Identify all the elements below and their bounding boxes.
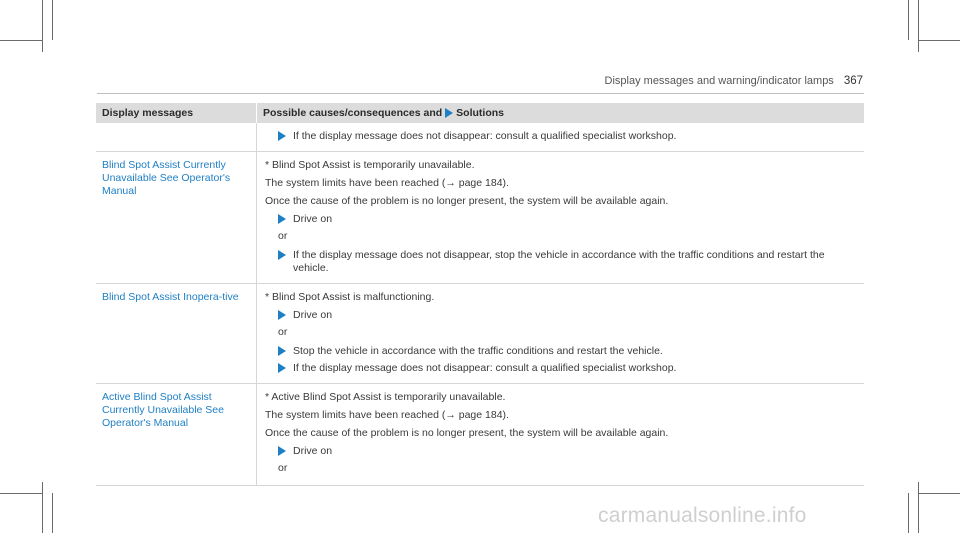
solution-step-text: Drive on <box>293 445 333 457</box>
solution-step-text: Drive on <box>293 309 333 321</box>
crop-mark <box>42 482 43 533</box>
cause-text: The system limits have been reached (→ page 184). <box>265 177 509 189</box>
header-title: Display messages and warning/indicator lamps <box>604 75 834 87</box>
causes-cell <box>257 152 864 283</box>
crop-mark <box>918 0 919 52</box>
cause-bullet: * Active Blind Spot Assist is temporarily unavailable. <box>265 391 506 403</box>
crop-mark <box>918 40 960 41</box>
solution-step-text: If the display message does not disappear: consult a qualified specialist workshop. <box>293 130 677 142</box>
crop-mark <box>52 493 53 533</box>
solution-step <box>265 309 858 322</box>
or-separator: or <box>278 462 288 474</box>
table-row <box>96 123 864 152</box>
watermark: carmanualsonline.info <box>598 504 807 527</box>
column-header-messages: Display messages <box>96 103 257 123</box>
table-header <box>96 103 864 123</box>
header-divider <box>97 93 864 94</box>
cause-text: Once the cause of the problem is no longer present, the system will be available again. <box>265 195 669 207</box>
table-row <box>96 384 864 486</box>
solution-step <box>265 362 858 375</box>
action-arrow-icon <box>278 214 286 224</box>
action-arrow-icon <box>278 346 286 356</box>
message-cell: Blind Spot Assist Inopera-tive <box>96 284 257 383</box>
page-header <box>605 75 863 87</box>
crop-mark <box>0 40 42 41</box>
column-header-causes <box>257 103 864 123</box>
action-arrow-icon <box>278 131 286 141</box>
causes-cell <box>257 384 864 485</box>
crop-mark <box>42 0 43 52</box>
causes-cell <box>257 123 864 151</box>
solution-step <box>265 345 858 358</box>
table-body <box>96 123 864 486</box>
message-cell: Blind Spot Assist Currently Unavailable See Operator's Manual <box>96 152 257 283</box>
page-number: 367 <box>843 75 863 87</box>
crop-mark <box>52 0 53 40</box>
action-arrow-icon <box>278 250 286 260</box>
display-messages-table <box>96 103 864 474</box>
solution-step <box>265 130 858 143</box>
cause-text: Once the cause of the problem is no longer present, the system will be available again. <box>265 427 669 439</box>
cause-bullet: * Blind Spot Assist is temporarily unavailable. <box>265 159 475 171</box>
crop-mark <box>908 493 909 533</box>
crop-mark <box>918 482 919 533</box>
column-header-solutions-text: Solutions <box>456 106 505 119</box>
table-row <box>96 284 864 384</box>
solution-step-text: Stop the vehicle in accordance with the traffic conditions and restart the vehicle. <box>293 345 663 357</box>
crop-mark <box>908 0 909 40</box>
crop-mark <box>0 493 42 494</box>
table-row <box>96 152 864 284</box>
solution-step-text: Drive on <box>293 213 333 225</box>
solution-step <box>265 213 858 226</box>
crop-mark <box>918 493 960 494</box>
action-arrow-icon <box>278 446 286 456</box>
solution-step-text: If the display message does not disappear, stop the vehicle in accordance with the traffic conditions and restart the vehicle. <box>293 249 825 274</box>
or-separator: or <box>278 326 288 338</box>
cause-bullet: * Blind Spot Assist is malfunctioning. <box>265 291 435 303</box>
or-separator: or <box>278 230 288 242</box>
action-arrow-icon <box>278 363 286 373</box>
column-header-causes-text: Possible causes/consequences and <box>263 106 443 119</box>
action-arrow-icon <box>278 310 286 320</box>
message-cell: Active Blind Spot Assist Currently Unavailable See Operator's Manual <box>96 384 257 485</box>
action-arrow-icon <box>445 108 453 118</box>
message-cell <box>96 123 257 151</box>
solution-step <box>265 445 858 458</box>
solution-step <box>265 249 858 275</box>
cause-text: The system limits have been reached (→ page 184). <box>265 409 509 421</box>
causes-cell <box>257 284 864 383</box>
solution-step-text: If the display message does not disappear: consult a qualified specialist workshop. <box>293 362 677 374</box>
